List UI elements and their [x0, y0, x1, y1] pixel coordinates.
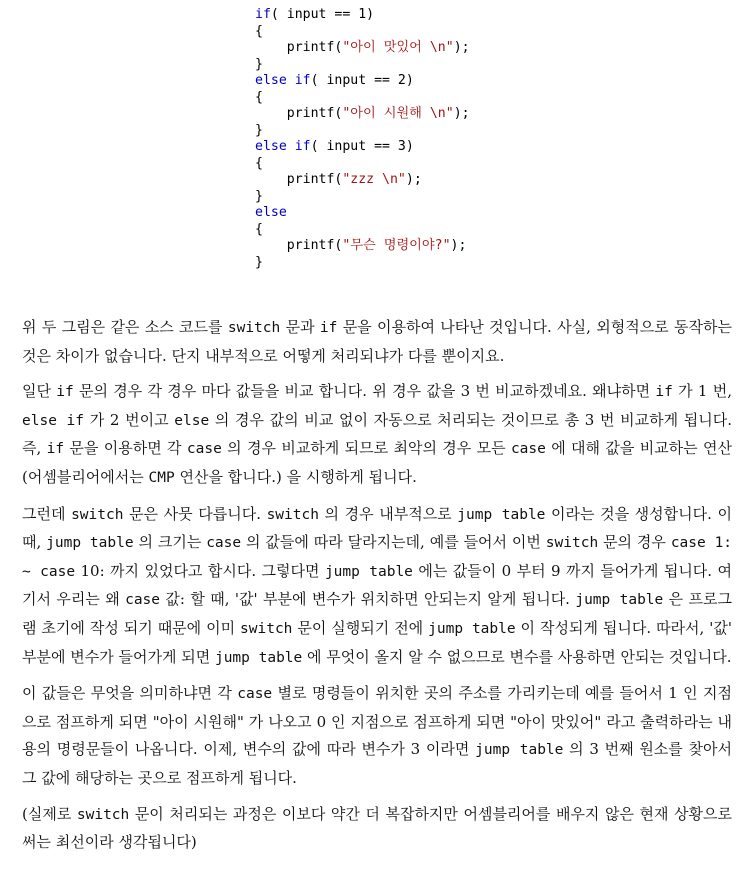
code-text: } [255, 122, 263, 138]
inline-code: case 1: ~ case [22, 535, 733, 580]
paragraph-text: 이 작성되게 됩니다. 따라서, '값' 부분에 변수가 들어가게 되면 [22, 618, 732, 666]
inline-code: jump table [457, 506, 546, 523]
paragraph-text: 에 대해 값을 비교하는 연산 (어셈블리어에서는 [22, 439, 732, 486]
paragraph-text: 문과 [280, 318, 320, 336]
paragraph [22, 801, 732, 857]
paragraph-text: 위 두 그림은 같은 소스 코드를 [22, 318, 228, 336]
code-text: ); [405, 172, 422, 187]
inline-code: if [46, 441, 65, 458]
inline-code: switch [545, 535, 599, 552]
paragraph-text: 의 3 번째 원소를 찾아서 그 값에 해당하는 곳으로 점프하게 됩니다. [22, 740, 732, 787]
inline-code: jump table [324, 563, 413, 580]
inline-code: jump table [428, 620, 516, 637]
code-text: { [255, 155, 263, 171]
paragraph-text: 의 경우 값의 비교 없이 자동으로 처리되는 것이므로 총 3 번 비교하게 됩니다. 즉, [22, 410, 733, 458]
code-line [255, 106, 470, 123]
paragraph-text: 문의 경우 [598, 533, 671, 552]
paragraph-text: (실제로 [22, 804, 77, 823]
article-body [22, 314, 732, 865]
paragraph-text: 에 무엇이 올지 알 수 없으므로 변수를 사용하면 안되는 것입니다. [302, 647, 732, 666]
paragraph-text: 의 값들에 따라 달라지는데, 예를 들어서 이번 [241, 533, 546, 552]
paragraph-text: 문의 경우 각 경우 마다 값들을 비교 합니다. 위 경우 값을 3 번 비교하겠네요. 왜냐하면 [73, 382, 656, 401]
paragraph-text: 문을 이용하면 각 [64, 439, 187, 458]
inline-code: if [319, 320, 338, 336]
inline-code: switch [240, 620, 293, 637]
inline-code: case [125, 592, 161, 609]
code-string: "zzz \n" [342, 172, 406, 187]
paragraph-text: 문을 이용하여 나타난 것입니다. 사실, 외형적으로 동작하는 것은 차이가 없습니다. 단지 내부적으로 어떻게 처리되냐가 다를 뿐이지요. [22, 318, 732, 365]
code-text: { [255, 89, 263, 105]
paragraph [22, 314, 732, 370]
code-line [255, 73, 470, 90]
code-text: { [255, 23, 263, 39]
paragraph [22, 378, 732, 492]
paragraph-text: 10: 까지 있었다고 합시다. 그렇다면 [75, 561, 325, 580]
inline-code: else if [22, 412, 85, 429]
paragraph-text: 문이 처리되는 과정은 이보다 약간 더 복잡하지만 어셈블리어를 배우지 않은 현재 상황으로써는 최선이라 생각됩니다) [22, 804, 732, 852]
code-text: printf( [255, 106, 343, 121]
code-text: } [255, 188, 263, 204]
paragraph-text: 의 경우 비교하게 되므로 최악의 경우 모든 [221, 439, 511, 458]
paragraph-text: 은 프로그램 초기에 작성 되기 때문에 이미 [22, 590, 732, 637]
code-line [255, 7, 470, 24]
code-line [255, 238, 470, 255]
paragraph-text: 가 1 번, [672, 382, 732, 401]
code-string: "아이 맛있어 \n" [342, 40, 454, 55]
paragraph-text: 의 크기는 [133, 533, 207, 552]
inline-code: else [174, 412, 210, 429]
code-line [255, 189, 470, 206]
code-text: printf( [255, 40, 343, 55]
code-line [255, 156, 470, 173]
inline-code: case [237, 686, 273, 703]
code-line [255, 57, 470, 74]
code-snippet [255, 7, 470, 271]
inline-code: jump table [575, 592, 664, 609]
code-text: printf( [255, 238, 343, 253]
paragraph-text: 그런데 [22, 504, 72, 523]
paragraph-text: 문이 실행되기 전에 [292, 618, 429, 637]
inline-code: jump table [475, 742, 564, 759]
inline-code: case [510, 441, 546, 458]
inline-code: if [56, 384, 74, 401]
inline-code: switch [71, 506, 124, 523]
paragraph [22, 680, 732, 792]
paragraph-text: 의 경우 내부적으로 [318, 504, 458, 523]
code-line [255, 24, 470, 41]
code-text: } [255, 56, 263, 72]
paragraph-text: 별로 명령들이 위치한 곳의 주소를 가리키는데 예를 들어서 1 인 지점으로 점프하게 되면 "아이 시원해" 가 나오고 0 인 지점으로 점프하게 되면 "아이 맛있어" 라고 출력하라는 내용의 명령문들이 나옵니다. 이제, 변수의 값에 따라 변수가 3 이라면 [22, 684, 732, 759]
code-string: "아이 시원해 \n" [342, 106, 454, 121]
code-text: ( input == 1) [270, 7, 375, 22]
code-text: printf( [255, 172, 343, 187]
code-keyword: else if [255, 73, 311, 88]
inline-code: switch [227, 320, 281, 336]
code-text: ( input == 3) [310, 139, 414, 154]
paragraph [22, 501, 732, 673]
inline-code: switch [76, 806, 130, 823]
code-line [255, 172, 470, 189]
paragraph-text: 이라는 것을 생성합니다. 이 때, [22, 504, 732, 552]
inline-code: case [186, 441, 222, 458]
paragraph-text: 문은 사뭇 다릅니다. [123, 504, 267, 523]
paragraph-text: 에는 값들이 0 부터 9 까지 들어가게 됩니다. 여기서 우리는 왜 [22, 561, 732, 609]
inline-code: switch [266, 506, 319, 523]
code-text: } [255, 254, 263, 270]
code-text: { [255, 221, 263, 237]
paragraph-text: 일단 [22, 382, 57, 401]
code-line [255, 139, 470, 156]
code-keyword: else [255, 205, 287, 220]
code-line [255, 40, 470, 57]
code-line [255, 123, 470, 140]
paragraph-text: 값: 할 때, '값' 부분에 변수가 위치하면 안되는지 알게 됩니다. [160, 590, 576, 609]
code-keyword: if [255, 7, 271, 22]
code-line [255, 255, 470, 272]
inline-code: case [206, 535, 242, 552]
code-text: ); [453, 40, 470, 55]
paragraph-text: 연산을 합니다.) 을 시행하게 됩니다. [174, 467, 417, 486]
inline-code: jump table [214, 649, 303, 666]
code-line [255, 90, 470, 107]
code-line [255, 205, 470, 222]
code-text: ); [453, 106, 470, 121]
code-line [255, 222, 470, 239]
inline-code: jump table [46, 535, 134, 552]
code-keyword: else if [255, 139, 311, 154]
inline-code: CMP [148, 469, 175, 486]
code-text: ); [450, 238, 467, 253]
inline-code: if [655, 384, 673, 401]
paragraph-text: 가 2 번이고 [84, 410, 175, 429]
code-text: ( input == 2) [310, 73, 414, 88]
code-string: "무슨 명령이야?" [342, 238, 451, 253]
paragraph-text: 이 값들은 무엇을 의미하냐면 각 [22, 684, 238, 703]
